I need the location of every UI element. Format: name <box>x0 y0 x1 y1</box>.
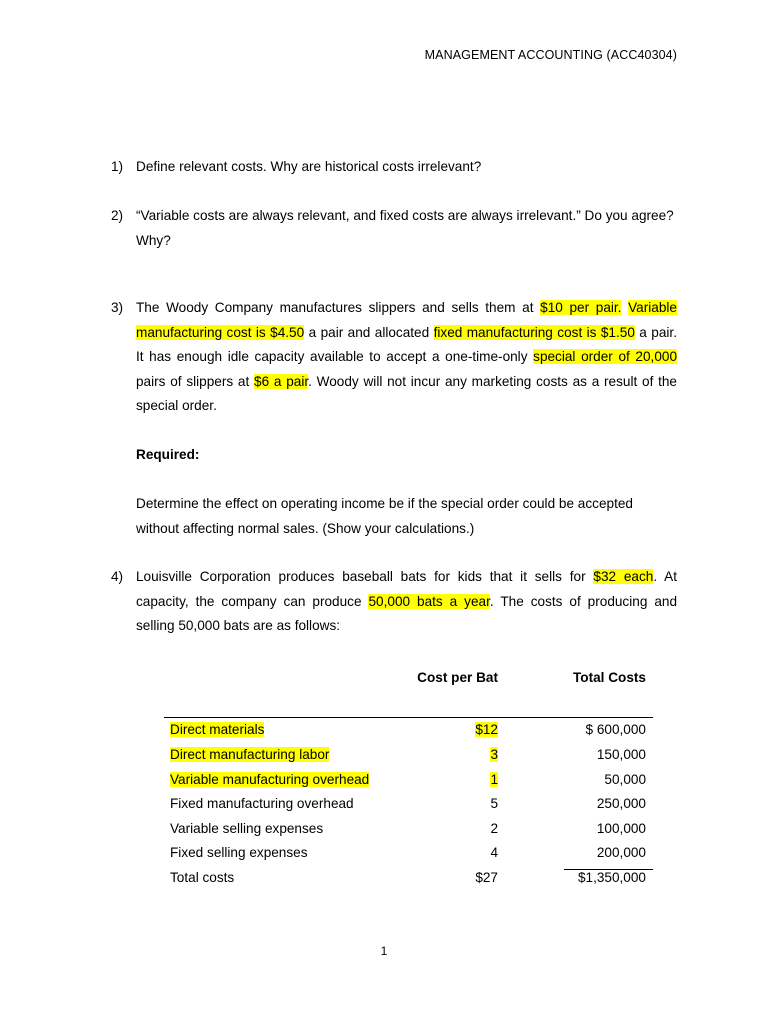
row-label: Variable selling expenses <box>170 820 324 836</box>
per-bat-value: 4 <box>490 845 498 861</box>
total-cost-value: 100,000 <box>596 820 646 836</box>
total-cost-value: 250,000 <box>596 796 646 812</box>
column-header-total-costs: Total Costs <box>572 670 646 685</box>
table-spacer <box>164 692 653 717</box>
text-run: . The costs of producing and selling 50,000 bats are as follows: <box>136 593 678 634</box>
total-cost-value: 150,000 <box>596 746 646 762</box>
row-label: Fixed selling expenses <box>170 845 308 861</box>
total-cost-value: $ 600,000 <box>498 717 653 742</box>
question-1 <box>111 155 677 180</box>
table-row <box>164 767 653 792</box>
row-label-cell <box>164 717 408 742</box>
question-2 <box>111 204 677 253</box>
question-text: Define relevant costs. Why are historical costs irrelevant? <box>136 159 482 174</box>
total-cost-value: 50,000 <box>604 771 646 787</box>
required-heading: Required: <box>136 447 200 462</box>
document-header: MANAGEMENT ACCOUNTING (ACC40304) <box>424 48 677 62</box>
per-bat-value: 3 <box>490 746 498 762</box>
question-text <box>136 296 677 419</box>
text-run: a pair and allocated <box>304 324 434 340</box>
column-header-cost-per-bat: Cost per Bat <box>417 670 498 685</box>
text-run: . Woody will not incur any marketing costs as a result of the special order. <box>136 373 677 414</box>
highlighted-text: $6 a pair <box>254 373 309 389</box>
total-cost-cell <box>498 865 653 890</box>
per-bat-value: 2 <box>490 820 498 836</box>
question-3 <box>111 296 677 419</box>
table-total-row <box>164 865 653 890</box>
row-label: Fixed manufacturing overhead <box>170 796 354 812</box>
highlighted-text: Variable manufacturing cost is $4.50 <box>136 300 677 340</box>
row-label: Variable manufacturing overhead <box>170 771 370 787</box>
text-run: Louisville Corporation produces baseball bats for kids that it sells for <box>136 569 594 584</box>
table-row <box>164 717 653 742</box>
total-cost-value: 200,000 <box>596 845 646 861</box>
table-row <box>164 841 653 866</box>
cost-table <box>164 670 653 890</box>
question-number: 2) <box>111 208 124 223</box>
per-bat-value: 1 <box>490 771 498 787</box>
highlighted-text: $10 per pair. <box>540 300 622 315</box>
highlighted-text: 50,000 bats a year <box>368 593 490 609</box>
page-number: 1 <box>380 944 388 958</box>
total-cost-value: $1,350,000 <box>564 869 653 885</box>
text-run: a pair. It has enough idle capacity available to accept a one-time-only <box>136 324 677 365</box>
row-label-cell <box>164 742 408 767</box>
row-label-cell <box>164 767 408 792</box>
text-run: The Woody Company manufactures slippers and sells them at <box>136 300 541 315</box>
highlighted-text: fixed manufacturing cost is $1.50 <box>433 324 635 340</box>
question-text <box>136 565 677 639</box>
question-number: 3) <box>111 300 124 315</box>
per-bat-value: $27 <box>475 869 498 885</box>
table-row <box>164 791 653 816</box>
question-number: 4) <box>111 569 124 584</box>
question-text: “Variable costs are always relevant, and fixed costs are always irrelevant.” Do you agree? Why? <box>136 208 674 248</box>
question-number: 1) <box>111 159 124 174</box>
highlighted-text: special order of 20,000 <box>533 349 677 365</box>
row-label: Total costs <box>170 869 235 885</box>
question-4 <box>111 565 677 639</box>
text-run: . At capacity, the company can produce <box>136 569 677 609</box>
table-row <box>164 816 653 841</box>
required-instruction: Determine the effect on operating income be if the special order could be accepted without affecting normal sales. (Show your calculations.) <box>136 496 633 536</box>
per-bat-cell <box>408 742 498 767</box>
per-bat-cell <box>408 767 498 792</box>
per-bat-cell <box>408 717 498 742</box>
table-header-blank <box>164 670 408 692</box>
table-header-row <box>164 670 653 692</box>
table-row <box>164 742 653 767</box>
per-bat-value: 5 <box>490 796 498 812</box>
per-bat-value: $12 <box>475 722 498 738</box>
text-run: pairs of slippers at <box>136 373 255 389</box>
row-label: Direct manufacturing labor <box>170 746 330 762</box>
row-label: Direct materials <box>170 722 265 738</box>
spacer-cell <box>164 692 653 717</box>
highlighted-text: $32 each <box>593 569 654 584</box>
